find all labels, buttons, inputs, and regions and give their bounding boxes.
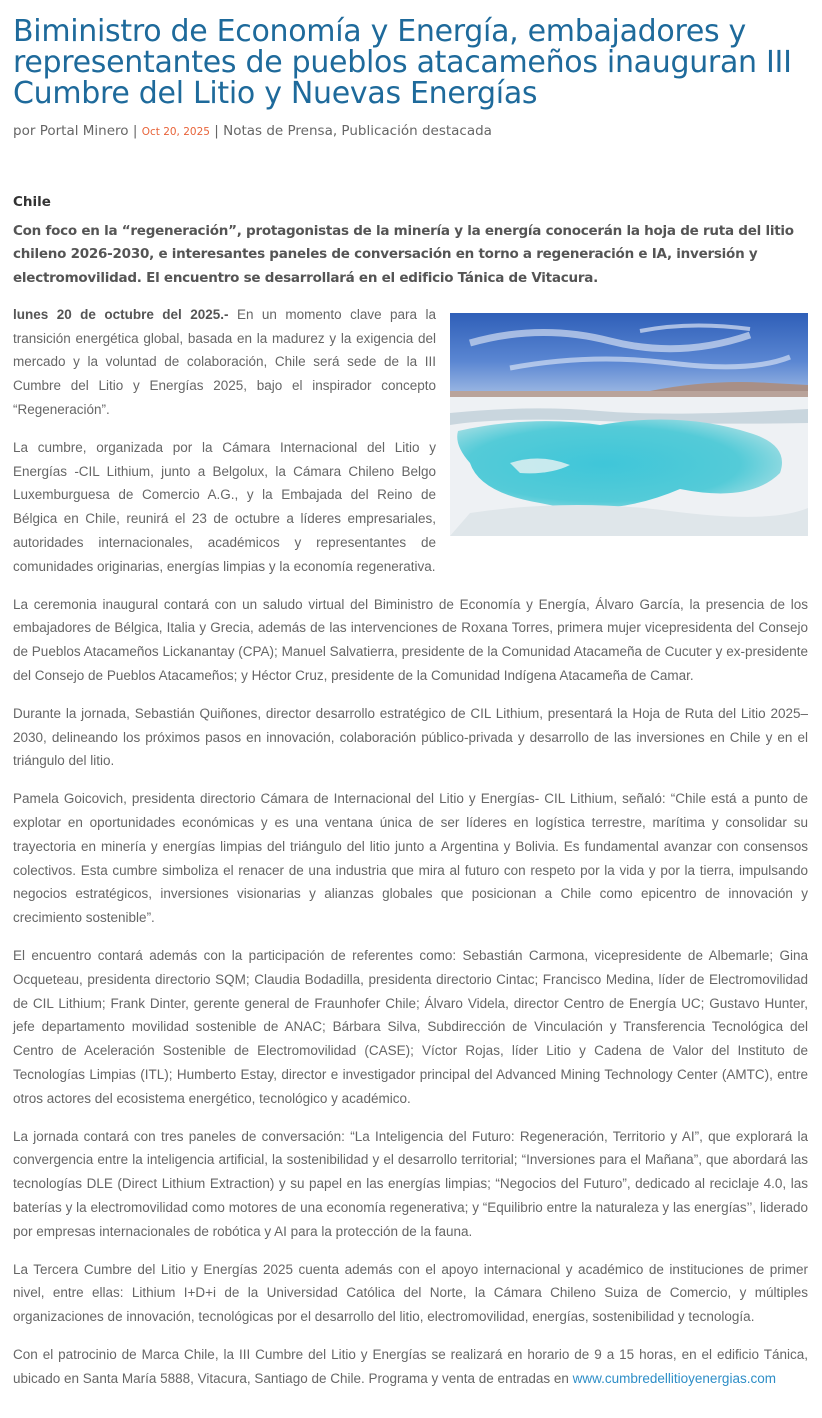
paragraph: El encuentro contará además con la participación de referentes como: Sebastián Carmona, vicepresidente de Albemarle; Gina Ocqueteau, presidenta directorio SQM; Claudia Bodadilla, presidenta directorio Cintac; Francisco Medina, líder de Electromovilidad de CIL Lithium; Frank Dinter, gerente general de Fraunhofer Chile; Álvaro Videla, director Centro de Energía UC; Gustavo Hunter, jefe departamento movilidad sostenible de ANAC; Bárbara Silva, Subdirección de Vinculación y Transferencia Tecnológica del Centro de Aceleración Sostenible de Electromovilidad (CASE); Víctor Rojas, líder Litio y Cadena de Valor del Instituto de Tecnologías Limpias (ITL); Humberto Estay, director e investigador principal del Advanced Mining Technology Center (AMTC), entre otros actores del ecosistema energético, tecnológico y académico.	[13, 948, 808, 1106]
paragraph: La Tercera Cumbre del Litio y Energías 2025 cuenta además con el apoyo internacional y académico de instituciones de primer nivel, entre ellas: Lithium I+D+i de la Universidad Católica del Norte, la Cámara Chileno Suiza de Comercio, y múltiples organizaciones de innovación, tecnológicas por el desarrollo del litio, electromovilidad, energías, sostenibilidad y tecnología.	[13, 1261, 808, 1325]
post-date: Oct 20, 2025	[141, 126, 210, 138]
author-link[interactable]: Portal Minero	[39, 123, 129, 139]
article-title: Biministro de Economía y Energía, embajadores y representantes de pueblos atacameños inauguran III Cumbre del Litio y Nuevas Energías	[13, 14, 792, 111]
paragraph-text: En un momento clave para la transición energética global, basada en la madurez y la exigencia del mercado y la voluntad de colaboración, Chile será sede de la III Cumbre del Litio y Energías 2025, bajo el inspirador concepto “Regeneración”.	[13, 306, 436, 418]
category-links[interactable]: Notas de Prensa, Publicación destacada	[223, 123, 492, 139]
dateline: lunes 20 de octubre del 2025.-	[13, 306, 229, 322]
paragraph: La cumbre, organizada por la Cámara Internacional del Litio y Energías -CIL Lithium, junto a Belgolux, la Cámara Chileno Belgo Luxemburguesa de Comercio A.G., y la Embajada del Reino de Bélgica en Chile, reunirá el 23 de octubre a líderes empresariales, autoridades internacionales, académicos y representantes de comunidades originarias, energías limpias y la economía regenerativa.	[13, 439, 436, 574]
paragraph: La ceremonia inaugural contará con un saludo virtual del Biministro de Economía y Energía, Álvaro García, la presencia de los embajadores de Bélgica, Italia y Grecia, además de las intervenciones de Roxana Torres, primera mujer vicepresidenta del Consejo de Pueblos Atacameños Lickanantay (CPA); Manuel Salvatierra, presidente de la Comunidad Atacameña de Cucuter y ex-presidente del Consejo de Pueblos Atacameños; y Héctor Cruz, presidente de la Comunidad Indígena Atacameña de Camar.	[13, 596, 808, 684]
post-meta	[13, 122, 808, 141]
salt-flat-lagoon-image	[450, 313, 808, 536]
paragraph	[13, 1343, 808, 1391]
paragraph-text: Con el patrocinio de Marca Chile, la III Cumbre del Litio y Energías se realizará en horario de 9 a 15 horas, en el edificio Tánica, ubicado en Santa María 5888, Vitacura, Santiago de Chile. Programa y venta de entradas en	[13, 1346, 808, 1386]
paragraph: Pamela Goicovich, presidenta directorio Cámara de Internacional del Litio y Energías- CIL Lithium, señaló: “Chile está a punto de explotar en oportunidades económicas y es una ventana única de ser líderes en logística terrestre, marítima y consolidar su trayectoria en minería y energías limpias del triángulo del litio junto a Argentina y Bolivia. Es fundamental avanzar con consensos colectivos. Esta cumbre simboliza el renacer de una industria que mira al futuro con respeto por la vida y por la tierra, impulsando negocios estratégicos, inversiones visionarias y alianzas globales que posicionan a Chile como epicentro de innovación y crecimiento sostenible”.	[13, 791, 808, 926]
paragraph: La jornada contará con tres paneles de conversación: “La Inteligencia del Futuro: Regeneración, Territorio y AI”, que explorará la convergencia entre la inteligencia artificial, la sostenibilidad y el desarrollo territorial; “Inversiones para el Mañana”, que abordará las tecnologías DLE (Direct Lithium Extraction) y su papel en las energías limpias; “Negocios del Futuro”, dedicado al reciclaje 4.0, las baterías y la electromovilidad como motores de una economía regenerativa; y “Equilibrio entre la naturaleza y las energías’’, liderado por empresas internacionales de robótica y AI para la protección de la fauna.	[13, 1128, 808, 1239]
byline-prefix: por	[13, 123, 36, 139]
event-website-link[interactable]: www.cumbredellitioyenergias.com	[572, 1370, 776, 1386]
meta-separator: |	[132, 123, 138, 139]
article	[13, 0, 808, 1405]
paragraph: Durante la jornada, Sebastián Quiñones, director desarrollo estratégico de CIL Lithium, presentará la Hoja de Ruta del Litio 2025–2030, delineando los próximos pasos en innovación, colaboración público-privada y desarrollo de las inversiones en Chile y en el triángulo del litio.	[13, 705, 808, 769]
country-label: Chile	[13, 194, 51, 210]
meta-separator: |	[214, 123, 219, 139]
article-body	[13, 303, 808, 1391]
article-lead: Con foco en la “regeneración”, protagonistas de la minería y la energía conocerán la hoja de ruta del litio chileno 2026-2030, e interesantes paneles de conversación en torno a regeneración e IA, inversión y electromovilidad. El encuentro se desarrollará en el edificio Tánica de Vitacura.	[13, 223, 794, 286]
